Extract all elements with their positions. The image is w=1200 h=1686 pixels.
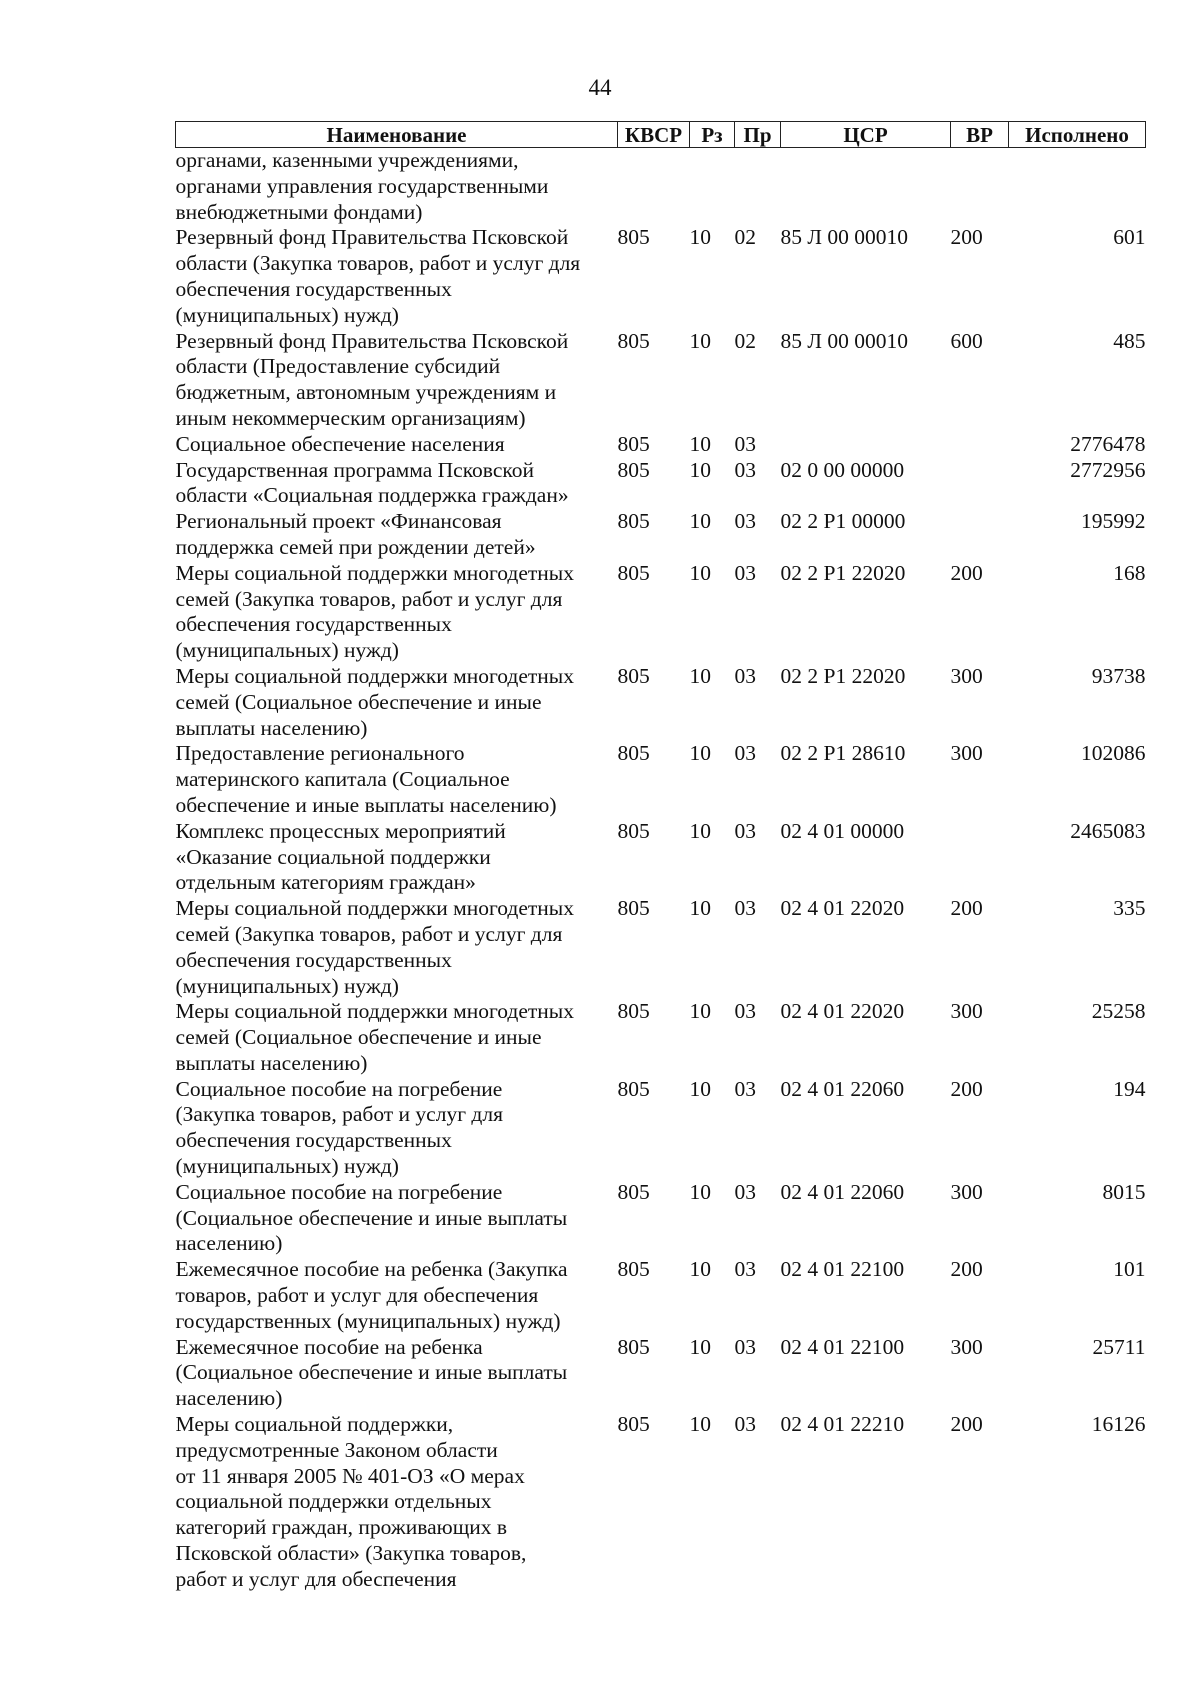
cell-name	[176, 148, 618, 226]
cell-csr: 85 Л 00 00010	[780, 225, 908, 250]
cell-name	[176, 509, 618, 561]
cell-pr: 03	[734, 1412, 756, 1437]
cell-name	[176, 999, 618, 1076]
cell-name-line: Ежемесячное пособие на ребенка (Закупка	[175, 1257, 568, 1282]
cell-name	[176, 819, 618, 896]
cell-name	[176, 1180, 618, 1257]
table-row	[176, 999, 1146, 1076]
cell-name-line: выплаты населению)	[175, 1050, 368, 1075]
cell-name	[176, 432, 618, 458]
cell-name-line: внебюджетными фондами)	[175, 199, 423, 224]
cell-csr: 02 2 P1 00000	[780, 509, 906, 534]
cell-csr: 02 4 01 22210	[780, 1412, 905, 1437]
cell-name	[176, 741, 618, 818]
cell-pr: 03	[734, 509, 756, 534]
cell-kvsr: 805	[617, 999, 650, 1024]
cell-name-line: Меры социальной поддержки многодетных	[175, 663, 574, 688]
cell-executed: 8015	[1102, 1179, 1146, 1204]
cell-csr: 85 Л 00 00010	[780, 328, 908, 353]
cell-vr: 200	[950, 225, 983, 250]
cell-vr	[951, 819, 1009, 896]
cell-vr: 300	[950, 999, 983, 1024]
cell-name-line: Меры социальной поддержки многодетных	[175, 896, 574, 921]
cell-name-line: «Оказание социальной поддержки	[175, 844, 491, 869]
cell-name-line: обеспечения государственных	[175, 612, 452, 637]
cell-vr: 300	[950, 1334, 983, 1359]
cell-pr: 03	[734, 741, 756, 766]
table-row	[176, 1335, 1146, 1412]
cell-name-line: от 11 января 2005 № 401-ОЗ «О мерах	[175, 1463, 525, 1488]
cell-executed: 25711	[1092, 1334, 1146, 1359]
cell-vr	[951, 148, 1009, 226]
cell-rz: 10	[689, 663, 711, 688]
cell-name	[176, 458, 618, 510]
table-row	[176, 896, 1146, 999]
cell-vr: 600	[950, 328, 983, 353]
cell-kvsr: 805	[617, 328, 650, 353]
cell-csr: 02 4 01 00000	[780, 818, 905, 843]
table-row	[176, 458, 1146, 510]
cell-csr: 02 4 01 22060	[780, 1076, 905, 1101]
table-row	[176, 1412, 1146, 1593]
cell-executed: 601	[1113, 225, 1146, 250]
cell-name-line: категорий граждан, проживающих в	[175, 1515, 508, 1540]
cell-name-line: Резервный фонд Правительства Псковской	[175, 225, 569, 250]
cell-executed: 25258	[1091, 999, 1146, 1024]
cell-name-line: органами управления государственными	[175, 173, 549, 198]
table-row	[176, 432, 1146, 458]
table-row	[176, 664, 1146, 741]
cell-executed: 93738	[1091, 663, 1146, 688]
cell-pr: 03	[734, 457, 756, 482]
cell-kvsr: 805	[617, 560, 650, 585]
header-vr: ВР	[951, 122, 1009, 148]
cell-pr: 03	[734, 818, 756, 843]
cell-rz: 10	[689, 896, 711, 921]
cell-executed: 101	[1113, 1257, 1146, 1282]
cell-csr: 02 4 01 22020	[780, 999, 905, 1024]
cell-pr: 03	[734, 431, 756, 456]
table-row	[176, 561, 1146, 664]
cell-name-line: обеспечения государственных	[175, 1128, 452, 1153]
cell-executed: 2772956	[1070, 457, 1146, 482]
cell-executed: 2465083	[1070, 818, 1146, 843]
table-row	[176, 509, 1146, 561]
cell-kvsr: 805	[617, 1412, 650, 1437]
table-row	[176, 1180, 1146, 1257]
cell-name-line: органами, казенными учреждениями,	[175, 148, 519, 172]
cell-vr: 300	[950, 741, 983, 766]
cell-kvsr	[618, 148, 690, 226]
cell-name-line: Резервный фонд Правительства Псковской	[175, 328, 569, 353]
cell-name-line: Меры социальной поддержки многодетных	[175, 560, 574, 585]
cell-pr: 03	[734, 663, 756, 688]
cell-name-line: обеспечения государственных	[175, 276, 452, 301]
cell-name-line: (Социальное обеспечение и иные выплаты	[175, 1205, 568, 1230]
cell-name	[176, 1257, 618, 1334]
cell-csr: 02 2 P1 22020	[780, 663, 906, 688]
cell-vr: 200	[950, 1257, 983, 1282]
cell-pr: 03	[734, 1179, 756, 1204]
table-row	[176, 741, 1146, 818]
cell-pr: 03	[734, 896, 756, 921]
cell-name-line: населению)	[175, 1386, 283, 1411]
cell-rz: 10	[689, 328, 711, 353]
cell-name-line: Псковской области» (Закупка товаров,	[175, 1541, 527, 1566]
cell-executed: 485	[1113, 328, 1146, 353]
table-row	[176, 1257, 1146, 1334]
cell-vr: 300	[950, 663, 983, 688]
cell-name-line: бюджетным, автономным учреждениям и	[175, 380, 557, 405]
cell-name-line: семей (Закупка товаров, работ и услуг для	[175, 921, 563, 946]
cell-pr: 03	[734, 1334, 756, 1359]
cell-vr: 200	[950, 1076, 983, 1101]
cell-pr	[735, 148, 781, 226]
header-sum: Исполнено	[1009, 122, 1146, 148]
cell-name	[176, 1412, 618, 1593]
cell-executed: 2776478	[1070, 431, 1146, 456]
cell-vr: 200	[950, 560, 983, 585]
cell-rz: 10	[689, 1412, 711, 1437]
cell-kvsr: 805	[617, 431, 650, 456]
cell-name-line: населению)	[175, 1231, 283, 1256]
cell-vr: 300	[950, 1179, 983, 1204]
cell-pr: 03	[734, 1076, 756, 1101]
cell-name-line: государственных (муниципальных) нужд)	[175, 1308, 561, 1333]
cell-name-line: области (Предоставление субсидий	[175, 354, 501, 379]
cell-executed: 335	[1113, 896, 1146, 921]
cell-name-line: обеспечения государственных	[175, 947, 452, 972]
cell-name	[176, 329, 618, 432]
cell-name-line: социальной поддержки отдельных	[175, 1489, 492, 1514]
header-pr: Пр	[735, 122, 781, 148]
cell-name	[176, 225, 618, 328]
cell-name-line: области (Закупка товаров, работ и услуг для	[175, 251, 581, 276]
cell-kvsr: 805	[617, 1179, 650, 1204]
table-row	[176, 148, 1146, 226]
cell-rz: 10	[689, 1334, 711, 1359]
cell-name-line: Социальное пособие на погребение	[175, 1076, 503, 1101]
cell-name-line: (Закупка товаров, работ и услуг для	[175, 1102, 503, 1127]
header-row	[176, 122, 1146, 148]
cell-executed: 195992	[1081, 509, 1146, 534]
cell-name-line: работ и услуг для обеспечения	[175, 1566, 457, 1591]
cell-kvsr: 805	[617, 663, 650, 688]
cell-name-line: Социальное пособие на погребение	[175, 1179, 503, 1204]
cell-name-line: Комплекс процессных мероприятий	[175, 818, 506, 843]
cell-name	[176, 561, 618, 664]
cell-csr	[781, 148, 951, 226]
cell-name-line: Меры социальной поддержки,	[175, 1412, 454, 1437]
cell-pr: 03	[734, 999, 756, 1024]
table-row	[176, 329, 1146, 432]
cell-pr: 03	[734, 560, 756, 585]
cell-name-line: Ежемесячное пособие на ребенка	[175, 1334, 483, 1359]
cell-vr	[951, 509, 1009, 561]
cell-executed: 16126	[1091, 1412, 1146, 1437]
cell-rz: 10	[689, 1179, 711, 1204]
cell-kvsr: 805	[617, 225, 650, 250]
cell-name-line: (Социальное обеспечение и иные выплаты	[175, 1360, 568, 1385]
cell-name	[176, 1077, 618, 1180]
cell-csr: 02 0 00 00000	[780, 457, 905, 482]
cell-name	[176, 1335, 618, 1412]
cell-rz: 10	[689, 818, 711, 843]
cell-name-line: материнского капитала (Социальное	[175, 767, 510, 792]
cell-executed: 102086	[1081, 741, 1146, 766]
cell-rz: 10	[689, 457, 711, 482]
cell-name-line: товаров, работ и услуг для обеспечения	[175, 1283, 539, 1308]
cell-rz: 10	[689, 509, 711, 534]
cell-executed: 168	[1113, 560, 1146, 585]
cell-rz: 10	[689, 1257, 711, 1282]
header-csr: ЦСР	[781, 122, 951, 148]
cell-name-line: (муниципальных) нужд)	[175, 1154, 399, 1179]
cell-vr	[951, 432, 1009, 458]
cell-kvsr: 805	[617, 741, 650, 766]
table-row	[176, 1077, 1146, 1180]
cell-rz: 10	[689, 1076, 711, 1101]
cell-csr: 02 4 01 22020	[780, 896, 905, 921]
cell-name-line: семей (Социальное обеспечение и иные	[175, 689, 542, 714]
cell-kvsr: 805	[617, 457, 650, 482]
table-row	[176, 225, 1146, 328]
cell-vr	[951, 458, 1009, 510]
cell-name	[176, 664, 618, 741]
cell-name-line: (муниципальных) нужд)	[175, 302, 399, 327]
page-number: 44	[588, 75, 612, 100]
cell-name	[176, 896, 618, 999]
header-kvsr: КВСР	[618, 122, 690, 148]
cell-kvsr: 805	[617, 1334, 650, 1359]
cell-vr: 200	[950, 1412, 983, 1437]
cell-kvsr: 805	[617, 1076, 650, 1101]
cell-name-line: семей (Закупка товаров, работ и услуг для	[175, 586, 563, 611]
cell-kvsr: 805	[617, 896, 650, 921]
cell-executed: 194	[1113, 1076, 1146, 1101]
cell-rz: 10	[689, 225, 711, 250]
cell-pr: 02	[734, 225, 756, 250]
cell-name-line: предусмотренные Законом области	[175, 1437, 498, 1462]
header-name: Наименование	[176, 122, 618, 148]
cell-rz: 10	[689, 741, 711, 766]
budget-table	[175, 121, 1146, 1593]
cell-name-line: обеспечение и иные выплаты населению)	[175, 792, 557, 817]
cell-kvsr: 805	[617, 509, 650, 534]
cell-csr: 02 2 P1 28610	[780, 741, 906, 766]
cell-name-line: поддержка семей при рождении детей»	[175, 534, 536, 559]
cell-pr: 02	[734, 328, 756, 353]
cell-name-line: иным некоммерческим организациям)	[175, 405, 526, 430]
header-rz: Рз	[690, 122, 735, 148]
cell-kvsr: 805	[617, 1257, 650, 1282]
cell-name-line: области «Социальная поддержка граждан»	[175, 483, 569, 508]
cell-kvsr: 805	[617, 818, 650, 843]
cell-name-line: отдельным категориям граждан»	[175, 870, 476, 895]
cell-csr: 02 4 01 22060	[780, 1179, 905, 1204]
cell-rz: 10	[689, 999, 711, 1024]
cell-rz: 10	[689, 431, 711, 456]
table-body	[176, 148, 1146, 1593]
cell-name-line: Региональный проект «Финансовая	[175, 509, 502, 534]
table-row	[176, 819, 1146, 896]
cell-csr: 02 4 01 22100	[780, 1334, 905, 1359]
cell-name-line: (муниципальных) нужд)	[175, 638, 399, 663]
cell-name-line: Меры социальной поддержки многодетных	[175, 999, 574, 1024]
cell-pr: 03	[734, 1257, 756, 1282]
cell-executed	[1009, 148, 1146, 226]
cell-csr: 02 4 01 22100	[780, 1257, 905, 1282]
cell-vr: 200	[950, 896, 983, 921]
cell-csr	[781, 432, 951, 458]
cell-name-line: Предоставление регионального	[175, 741, 465, 766]
cell-name-line: Государственная программа Псковской	[175, 457, 534, 482]
cell-csr: 02 2 P1 22020	[780, 560, 906, 585]
cell-name-line: семей (Социальное обеспечение и иные	[175, 1025, 542, 1050]
cell-name-line: (муниципальных) нужд)	[175, 973, 399, 998]
cell-rz	[690, 148, 735, 226]
cell-name-line: Социальное обеспечение населения	[175, 431, 505, 456]
cell-rz: 10	[689, 560, 711, 585]
cell-name-line: выплаты населению)	[175, 715, 368, 740]
